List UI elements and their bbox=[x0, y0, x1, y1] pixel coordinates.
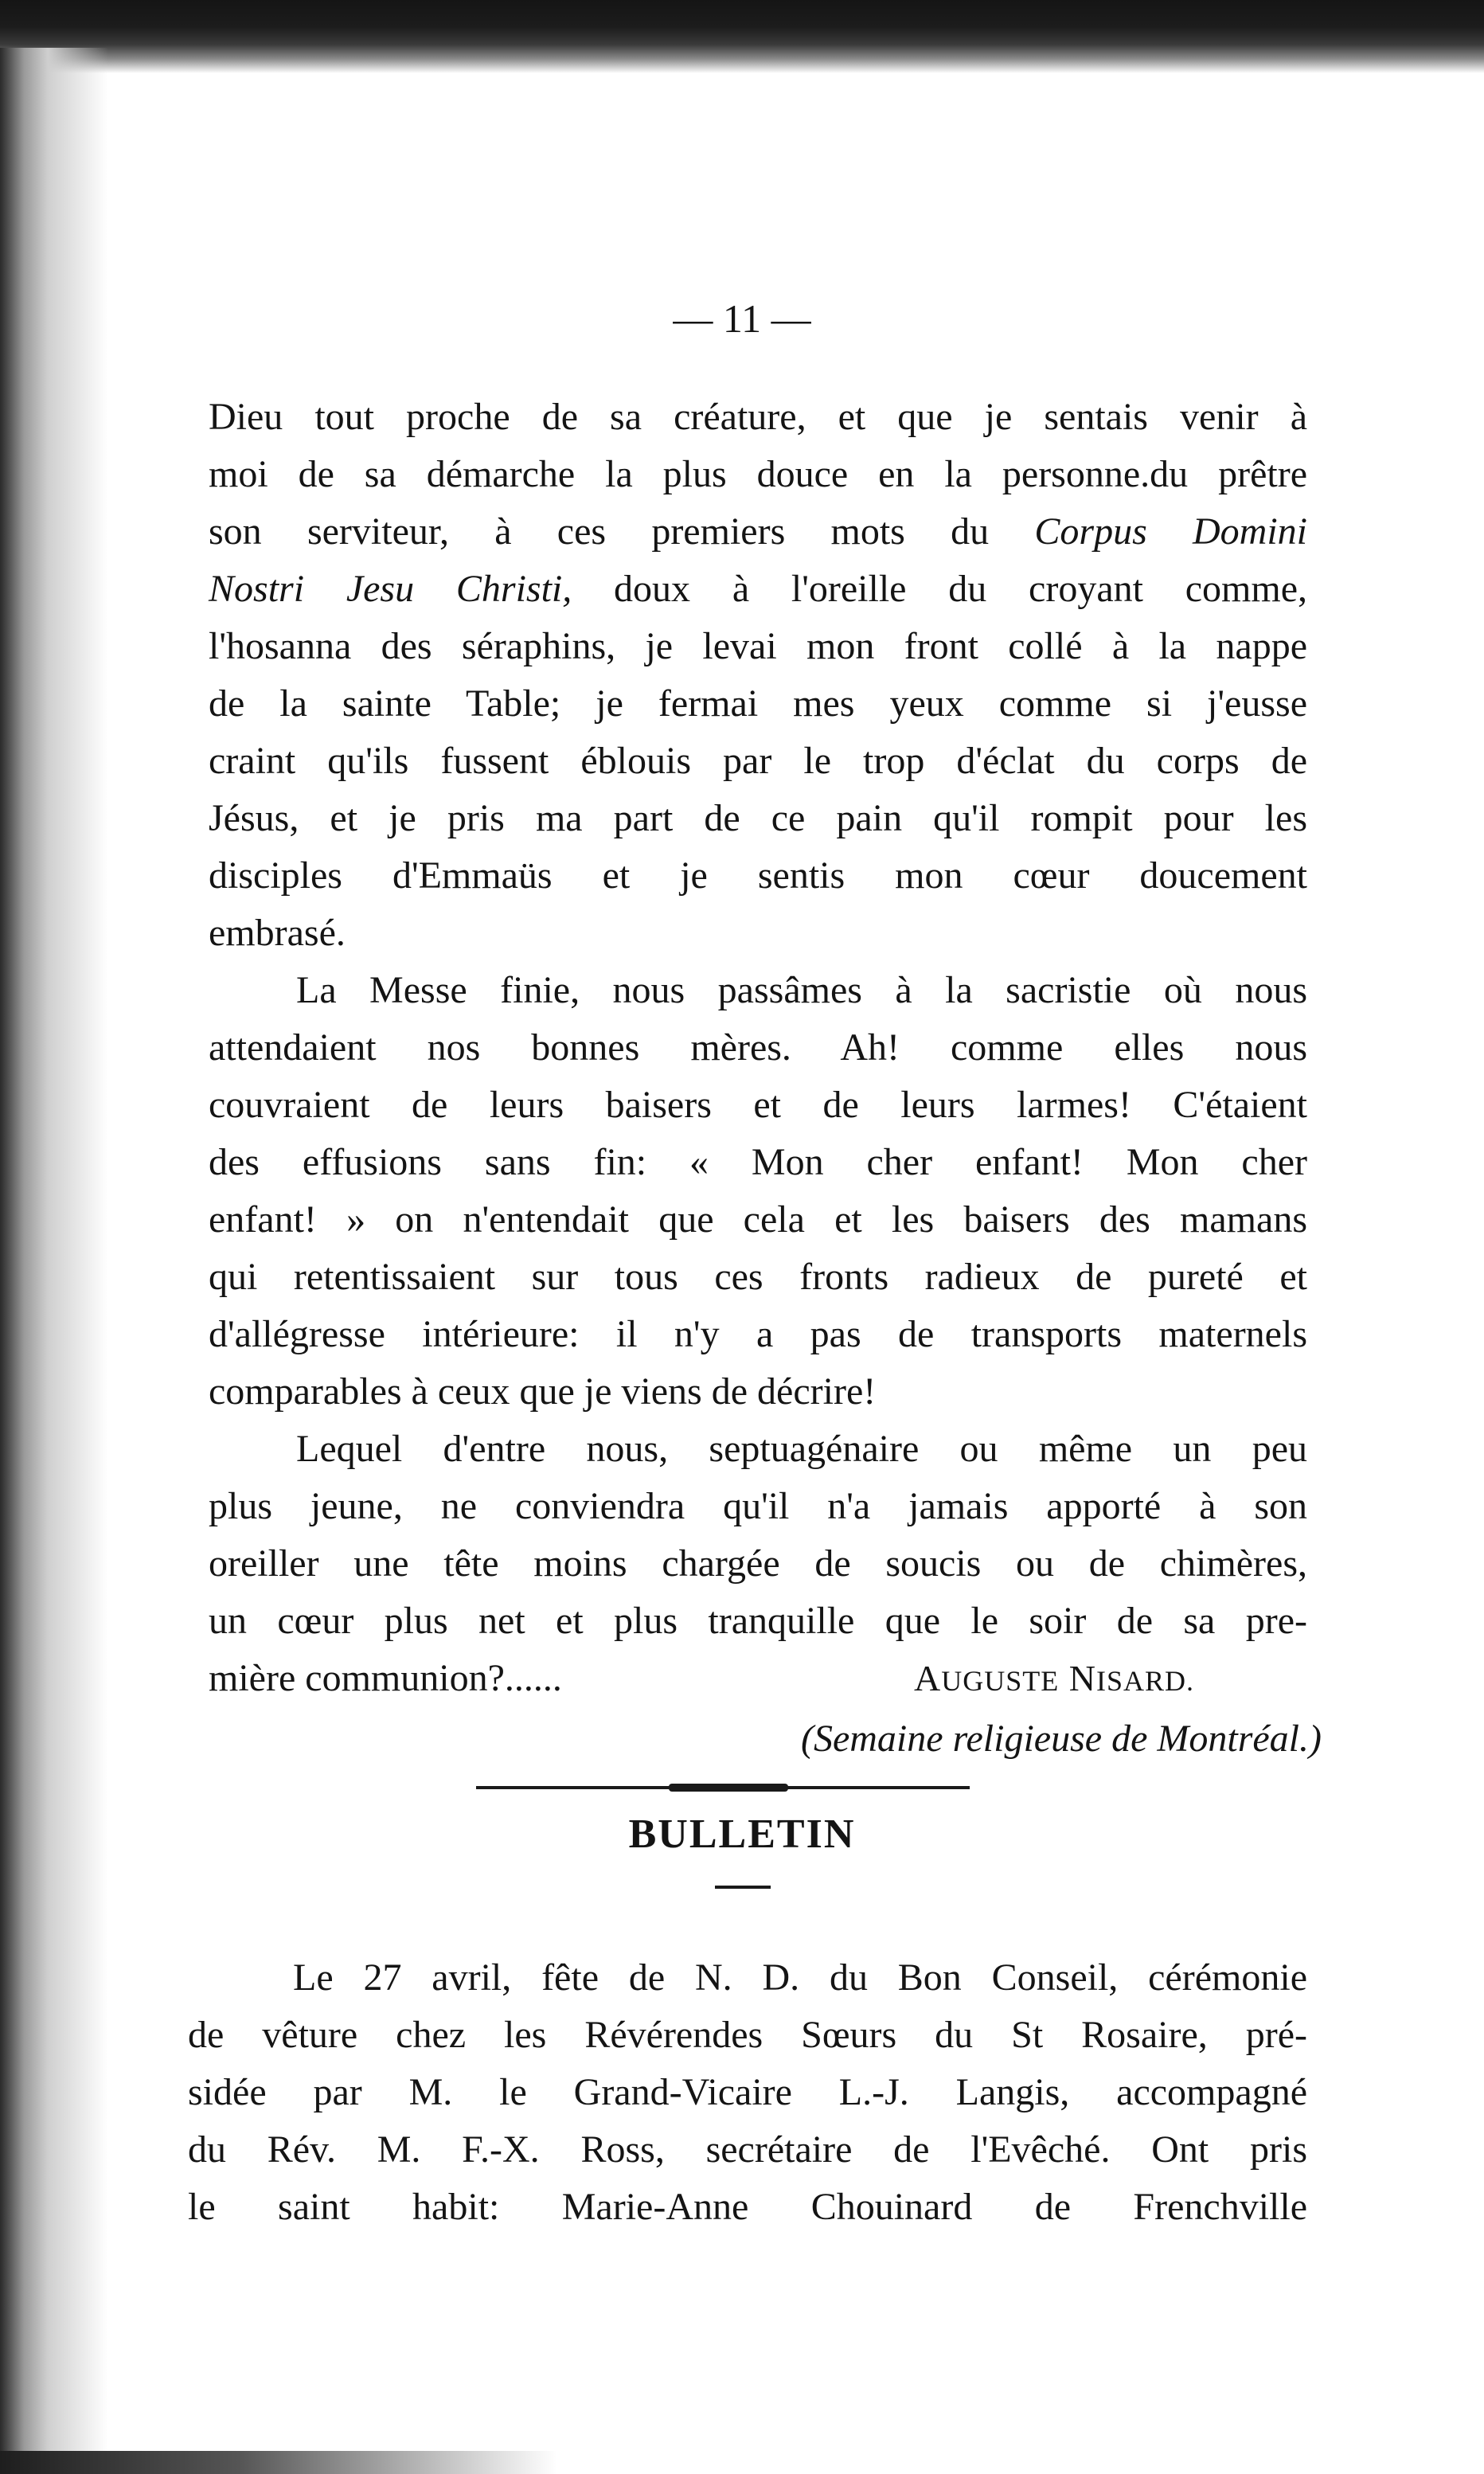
text-line: de vêture chez les Révérendes Sœurs du St Rosaire, pré- bbox=[188, 2014, 1307, 2056]
text-line: plus jeune, ne conviendra qu'il n'a jamais apporté à son bbox=[209, 1485, 1307, 1527]
scan-left-edge bbox=[0, 48, 108, 2474]
text-fragment: son serviteur, à ces premiers mots du bbox=[209, 510, 990, 553]
heading-underline bbox=[715, 1886, 771, 1889]
latin-phrase: Nostri Jesu Christi, bbox=[209, 568, 572, 610]
text-line: enfant! » on n'entendait que cela et les baisers des mamans bbox=[209, 1198, 1307, 1241]
text-line: d'allégresse intérieure: il n'y a pas de transports maternels bbox=[209, 1313, 1307, 1355]
text-line: de la sainte Table; je fermai mes yeux comme si j'eusse bbox=[209, 682, 1307, 725]
text-line bbox=[209, 503, 1307, 561]
text-line: l'hosanna des séraphins, je levai mon front collé à la nappe bbox=[209, 625, 1307, 667]
text-line: Dieu tout proche de sa créature, et que je sentais venir à bbox=[209, 396, 1307, 438]
text-line: comparables à ceux que je viens de décrire! bbox=[209, 1370, 877, 1413]
text-line: Lequel d'entre nous, septuagénaire ou même un peu bbox=[296, 1428, 1307, 1470]
text-line: Le 27 avril, fête de N. D. du Bon Conseil, cérémonie bbox=[293, 1956, 1307, 1999]
text-line: couvraient de leurs baisers et de leurs larmes! C'étaient bbox=[209, 1084, 1307, 1126]
text-line: craint qu'ils fussent éblouis par le trop d'éclat du corps de bbox=[209, 740, 1307, 782]
scan-bottom-edge bbox=[0, 2451, 557, 2474]
text-line: embrasé. bbox=[209, 912, 346, 954]
text-line: qui retentissaient sur tous ces fronts radieux de pureté et bbox=[209, 1256, 1307, 1298]
latin-phrase: Corpus Domini bbox=[1034, 510, 1308, 553]
section-divider-ornament bbox=[669, 1784, 788, 1792]
text-line: du Rév. M. F.-X. Ross, secrétaire de l'Evêché. Ont pris bbox=[188, 2128, 1307, 2171]
page-number: — 11 — bbox=[673, 296, 811, 341]
text-line: sidée par M. le Grand-Vicaire L.-J. Langis, accompagné bbox=[188, 2071, 1307, 2113]
text-line: des effusions sans fin: « Mon cher enfant! Mon cher bbox=[209, 1141, 1307, 1183]
text-fragment: doux à l'oreille du croyant comme, bbox=[614, 568, 1308, 610]
author-signature: AUGUSTE NISARD. bbox=[914, 1658, 1194, 1698]
text-line: disciples d'Emmaüs et je sentis mon cœur doucement bbox=[209, 854, 1307, 897]
text-line: moi de sa démarche la plus douce en la personne.du prêtre bbox=[209, 453, 1307, 495]
text-line: La Messe finie, nous passâmes à la sacristie où nous bbox=[296, 969, 1307, 1011]
text-line bbox=[209, 561, 1307, 618]
bulletin-heading: BULLETIN bbox=[628, 1812, 856, 1857]
text-line: mière communion?...... bbox=[209, 1657, 562, 1699]
text-line: Jésus, et je pris ma part de ce pain qu'il rompit pour les bbox=[209, 797, 1307, 839]
text-line: le saint habit: Marie-Anne Chouinard de Frenchville bbox=[188, 2186, 1307, 2228]
scan-top-edge bbox=[0, 0, 1484, 73]
source-attribution: (Semaine religieuse de Montréal.) bbox=[800, 1718, 1322, 1760]
text-line: attendaient nos bonnes mères. Ah! comme elles nous bbox=[209, 1026, 1307, 1069]
text-line: oreiller une tête moins chargée de soucis ou de chimères, bbox=[209, 1542, 1307, 1585]
text-line: un cœur plus net et plus tranquille que le soir de sa pre- bbox=[209, 1600, 1307, 1642]
